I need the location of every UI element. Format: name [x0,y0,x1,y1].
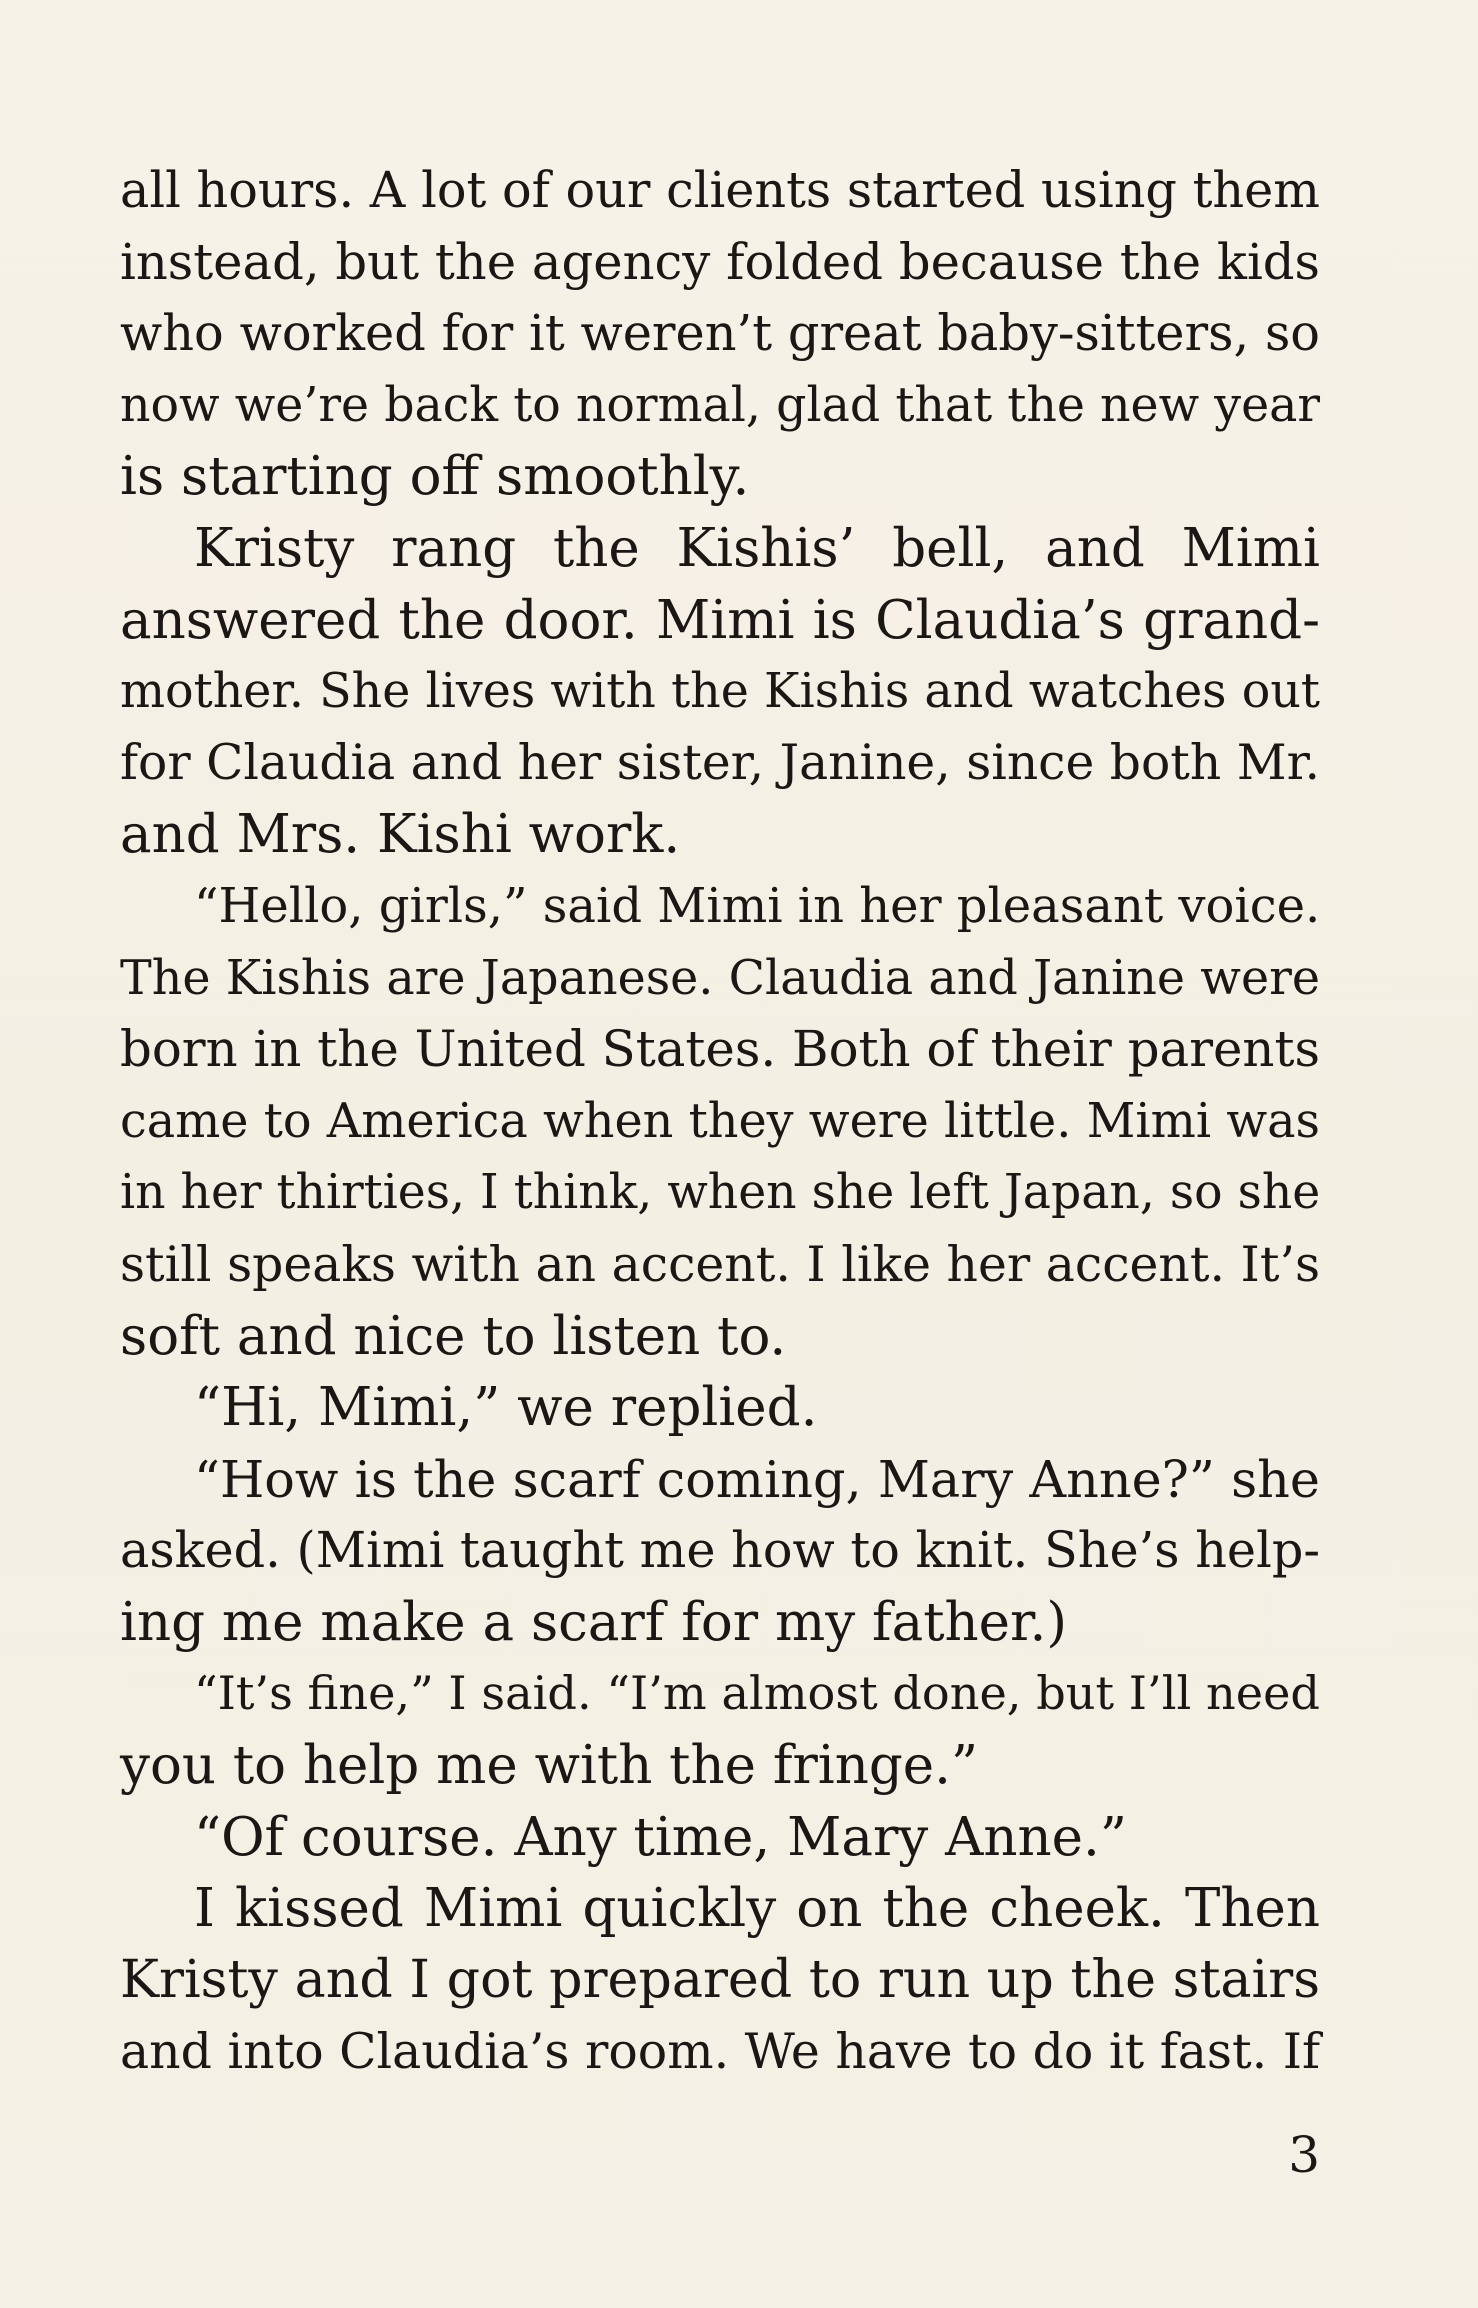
text-line: instead, but the agency folded because the kids [120,232,1320,291]
text-line: still speaks with an accent. I like her accent. It’s [120,1235,1320,1293]
text-line: The Kishis are Japanese. Claudia and Janine were [120,950,1320,1006]
page-number: 3 [1288,2126,1320,2184]
text-line: who worked for it weren’t great baby-sitters, so [120,304,1320,363]
text-line: soft and nice to listen to. [120,1305,787,1367]
text-line: ing me make a scarf for my father.) [120,1591,1068,1653]
text-line: mother. She lives with the Kishis and watches out [120,664,1320,720]
text-line: asked. (Mimi taught me how to knit. She’s help- [120,1521,1320,1580]
text-line: “Of course. Any time, Mary Anne.” [194,1806,1127,1868]
text-line: born in the United States. Both of their parents [120,1020,1320,1079]
text-line: I kissed Mimi quickly on the cheek. Then [194,1878,1320,1940]
text-line: and Mrs. Kishi work. [120,804,681,866]
text-line: “It’s fine,” I said. “I’m almost done, but I’ll need [194,1666,1320,1721]
text-line: and into Claudia’s room. We have to do it fast. If [120,2023,1321,2081]
text-line: in her thirties, I think, when she left Japan, so she [120,1165,1321,1221]
text-line: came to America when they were little. Mimi was [120,1093,1320,1149]
text-line: is starting off smoothly. [120,446,750,508]
body-text [120,155,1320,2088]
text-line: Kristy rang the Kishis’ bell, and Mimi [194,517,1320,579]
text-line: answered the door. Mimi is Claudia’s grand- [120,589,1320,651]
text-line: “Hello, girls,” said Mimi in her pleasant voice. [194,877,1321,934]
text-line: “Hi, Mimi,” we replied. [194,1377,818,1439]
text-line: all hours. A lot of our clients started using them [120,161,1320,219]
text-line: “How is the scarf coming, Mary Anne?” she [194,1449,1320,1509]
text-line: now we’re back to normal, glad that the new year [120,377,1320,433]
text-line: for Claudia and her sister, Janine, since both Mr. [120,734,1320,791]
text-line: Kristy and I got prepared to run up the stairs [120,1949,1320,2010]
text-line: you to help me with the fringe.” [120,1735,979,1797]
